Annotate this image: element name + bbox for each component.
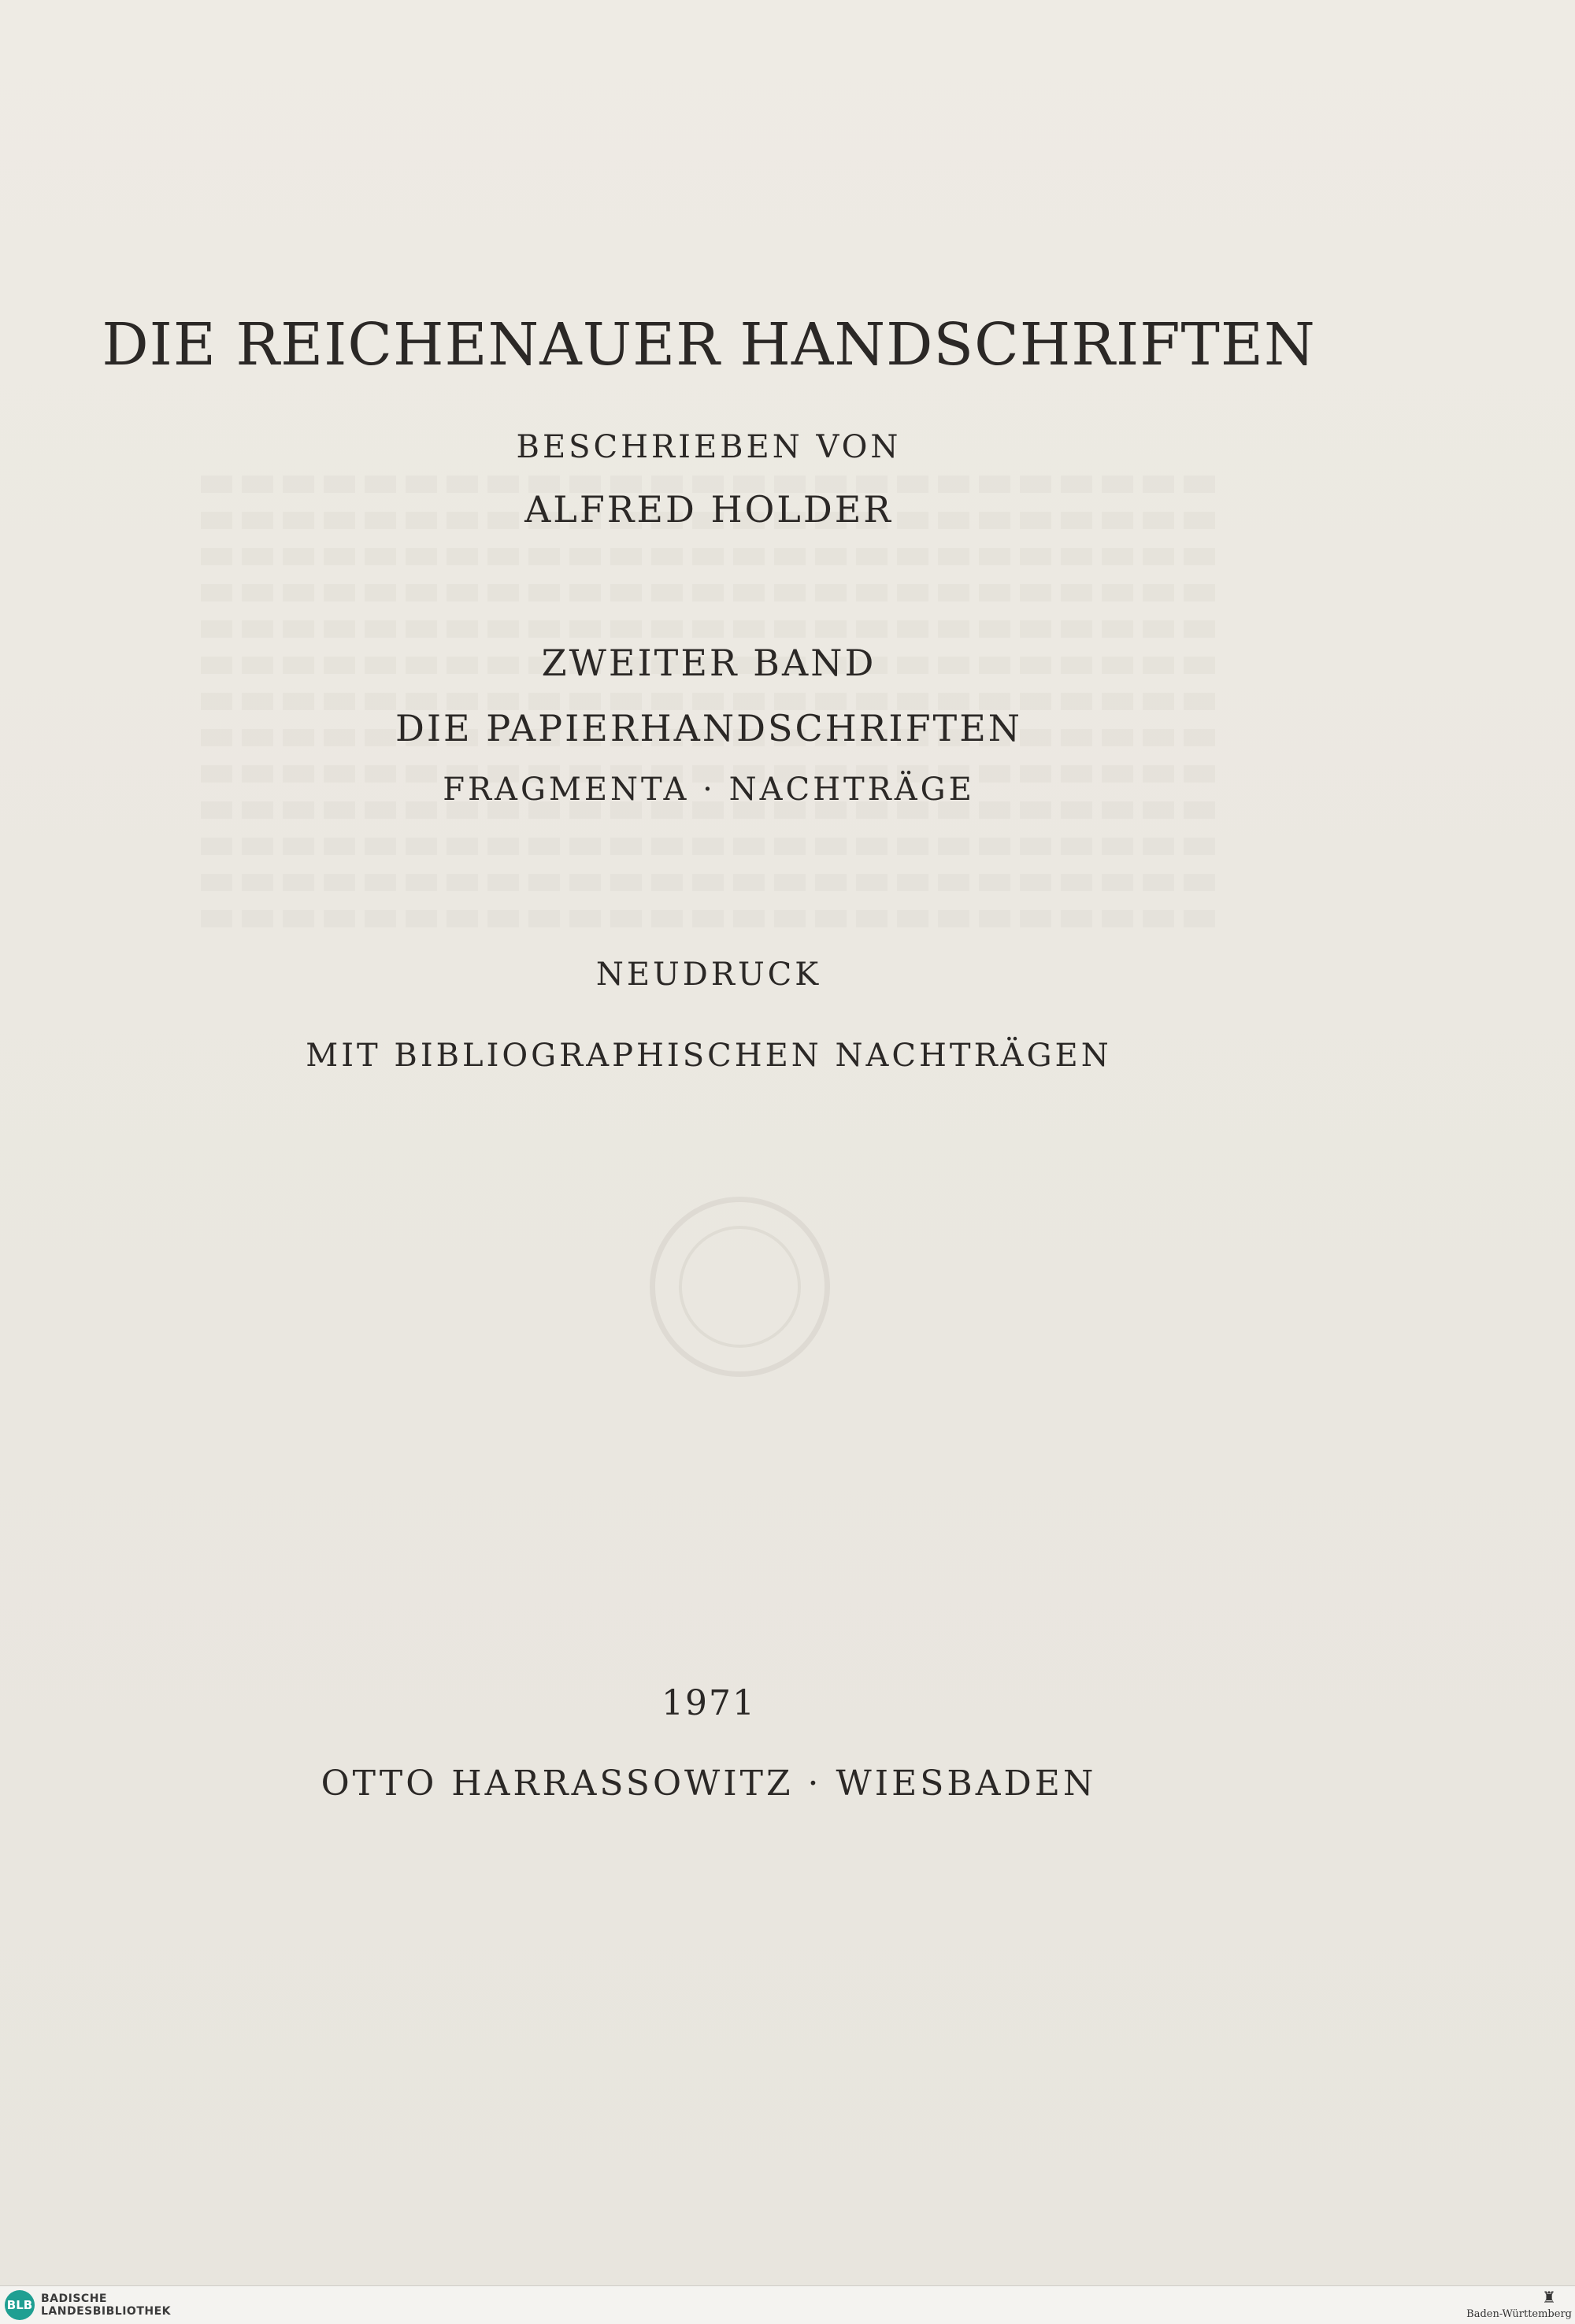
state-name: Baden-Württemberg bbox=[1466, 2308, 1572, 2320]
volume-label: ZWEITER BAND bbox=[541, 642, 876, 684]
edition-label: NEUDRUCK bbox=[595, 957, 822, 993]
library-logo-icon: BLB bbox=[5, 2290, 35, 2320]
book-title: DIE REICHENAUER HANDSCHRIFTEN bbox=[102, 311, 1316, 379]
bleed-through-stamp bbox=[650, 1197, 830, 1377]
described-by-line: BESCHRIEBEN VON bbox=[516, 429, 902, 465]
coat-of-arms-icon: ♜ bbox=[1542, 2288, 1556, 2307]
publisher-line: OTTO HARRASSOWITZ · WIESBADEN bbox=[321, 1763, 1097, 1804]
volume-subtitle: DIE PAPIERHANDSCHRIFTEN bbox=[395, 707, 1023, 749]
viewer-footer bbox=[0, 2285, 1575, 2324]
library-name-line1: BADISCHE bbox=[41, 2293, 107, 2305]
publication-year: 1971 bbox=[662, 1683, 756, 1723]
library-name bbox=[41, 2293, 171, 2318]
volume-subtitle-2: FRAGMENTA · NACHTRÄGE bbox=[443, 772, 975, 808]
library-name-line2: LANDESBIBLIOTHEK bbox=[41, 2305, 172, 2318]
author-name: ALFRED HOLDER bbox=[524, 488, 893, 531]
edition-note: MIT BIBLIOGRAPHISCHEN NACHTRÄGEN bbox=[306, 1038, 1112, 1074]
